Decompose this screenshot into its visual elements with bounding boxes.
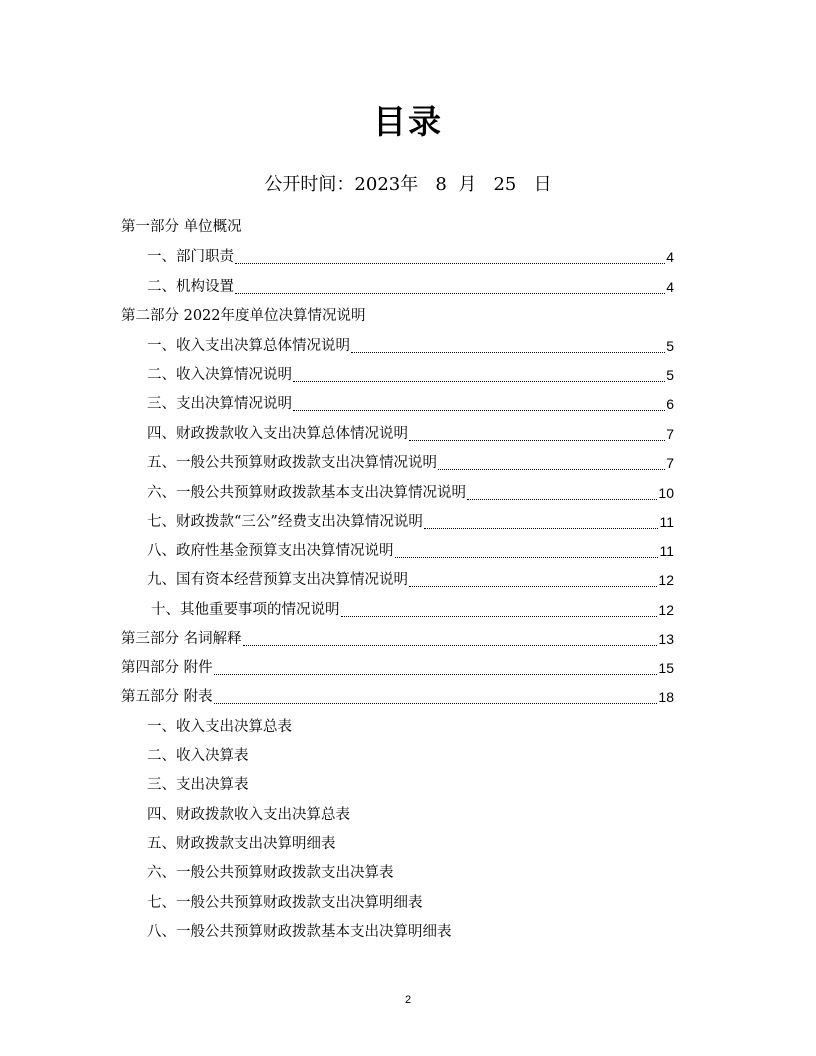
toc-entry-page: 15 — [658, 660, 674, 676]
toc-leader-dots — [438, 468, 665, 470]
toc-entry-label: 第二部分 2022年度单位决算情况说明 — [121, 308, 366, 324]
toc-entry-page: 7 — [666, 455, 674, 471]
toc-entry-label: 三、支出决算表 — [147, 777, 249, 793]
toc-entry[interactable] — [147, 859, 394, 883]
toc-entry[interactable] — [147, 508, 674, 532]
toc-entry[interactable] — [147, 801, 350, 825]
toc-entry-label: 四、财政拨款收入支出决算总体情况说明 — [147, 426, 408, 442]
toc-entry[interactable] — [147, 332, 674, 356]
toc-entry-label: 第四部分 附件 — [121, 660, 213, 676]
toc-entry-page: 7 — [666, 426, 674, 442]
toc-entry-page: 10 — [658, 485, 674, 501]
toc-entry[interactable] — [121, 683, 674, 707]
toc-entry-label: 四、财政拨款收入支出决算总表 — [147, 807, 350, 823]
publish-date-prefix: 公开时间：2023年 — [264, 174, 419, 195]
toc-entry[interactable] — [147, 713, 292, 737]
toc-entry-label: 三、支出决算情况说明 — [147, 396, 292, 412]
toc-leader-dots — [409, 439, 665, 441]
publish-day-unit: 日 — [533, 174, 552, 195]
page-title: 目录 — [373, 102, 443, 141]
toc-entry-page: 11 — [659, 514, 674, 530]
toc-entry-label: 十、其他重要事项的情况说明 — [151, 602, 340, 618]
toc-entry[interactable] — [147, 566, 674, 590]
toc-leader-dots — [351, 351, 665, 353]
toc-entry-label: 七、一般公共预算财政拨款支出决算明细表 — [147, 895, 423, 911]
publish-month-unit: 月 — [458, 174, 477, 195]
toc-entry-label: 第三部分 名词解释 — [121, 631, 242, 647]
toc-entry[interactable] — [147, 449, 674, 473]
toc-entry[interactable] — [147, 273, 674, 297]
toc-entry-label: 八、政府性基金预算支出决算情况说明 — [147, 543, 394, 559]
toc-leader-dots — [214, 702, 658, 704]
toc-entry[interactable] — [147, 742, 249, 766]
toc-entry[interactable] — [147, 390, 674, 414]
toc-leader-dots — [293, 380, 665, 382]
toc-entry-label: 二、机构设置 — [147, 279, 234, 295]
toc-entry-label: 七、财政拨款“三公”经费支出决算情况说明 — [147, 514, 423, 530]
toc-entry-label: 第五部分 附表 — [121, 689, 213, 705]
toc-entry[interactable] — [121, 213, 242, 237]
toc-entry-label: 一、收入支出决算总表 — [147, 719, 292, 735]
toc-leader-dots — [341, 615, 658, 617]
toc-entry-page: 4 — [666, 249, 674, 265]
toc-entry[interactable] — [147, 830, 336, 854]
toc-entry-page: 12 — [658, 572, 674, 588]
toc-leader-dots — [424, 527, 659, 529]
toc-entry-label: 一、收入支出决算总体情况说明 — [147, 338, 350, 354]
toc-leader-dots — [293, 409, 665, 411]
toc-entry[interactable] — [147, 771, 249, 795]
toc-entry-label: 二、收入决算表 — [147, 748, 249, 764]
publish-date — [0, 170, 816, 196]
toc-entry[interactable] — [147, 537, 674, 561]
toc-entry-page: 18 — [658, 689, 674, 705]
toc-entry-label: 五、一般公共预算财政拨款支出决算情况说明 — [147, 455, 437, 471]
toc-leader-dots — [235, 292, 665, 294]
toc-entry[interactable] — [121, 654, 674, 678]
toc-leader-dots — [467, 498, 657, 500]
toc-entry-page: 12 — [658, 602, 674, 618]
page-number: 2 — [404, 994, 412, 1006]
publish-month: 8 — [435, 174, 447, 195]
toc-entry[interactable] — [147, 420, 674, 444]
toc-leader-dots — [243, 644, 658, 646]
toc-entry[interactable] — [151, 596, 674, 620]
toc-entry[interactable] — [147, 243, 674, 267]
toc-leader-dots — [214, 673, 658, 675]
toc-entry-label: 五、财政拨款支出决算明细表 — [147, 836, 336, 852]
toc-entry[interactable] — [147, 918, 452, 942]
toc-entry[interactable] — [147, 889, 423, 913]
toc-entry-label: 六、一般公共预算财政拨款基本支出决算情况说明 — [147, 485, 466, 501]
toc-entry[interactable] — [147, 361, 674, 385]
toc-leader-dots — [409, 585, 657, 587]
toc-leader-dots — [395, 556, 659, 558]
toc-entry-label: 八、一般公共预算财政拨款基本支出决算明细表 — [147, 924, 452, 940]
toc-entry[interactable] — [121, 302, 366, 326]
toc-entry[interactable] — [147, 479, 674, 503]
toc-entry-label: 一、部门职责 — [147, 249, 234, 265]
toc-entry-label: 六、一般公共预算财政拨款支出决算表 — [147, 865, 394, 881]
toc-leader-dots — [235, 262, 665, 264]
toc-entry-page: 5 — [666, 367, 674, 383]
toc-entry[interactable] — [121, 625, 674, 649]
toc-entry-page: 6 — [666, 396, 674, 412]
toc-entry-page: 13 — [658, 631, 674, 647]
toc-entry-page: 4 — [666, 279, 674, 295]
toc-entry-label: 第一部分 单位概况 — [121, 219, 242, 235]
toc-entry-page: 5 — [666, 338, 674, 354]
toc-entry-label: 二、收入决算情况说明 — [147, 367, 292, 383]
toc-entry-page: 11 — [659, 543, 674, 559]
toc-entry-label: 九、国有资本经营预算支出决算情况说明 — [147, 572, 408, 588]
publish-day: 25 — [493, 174, 517, 195]
